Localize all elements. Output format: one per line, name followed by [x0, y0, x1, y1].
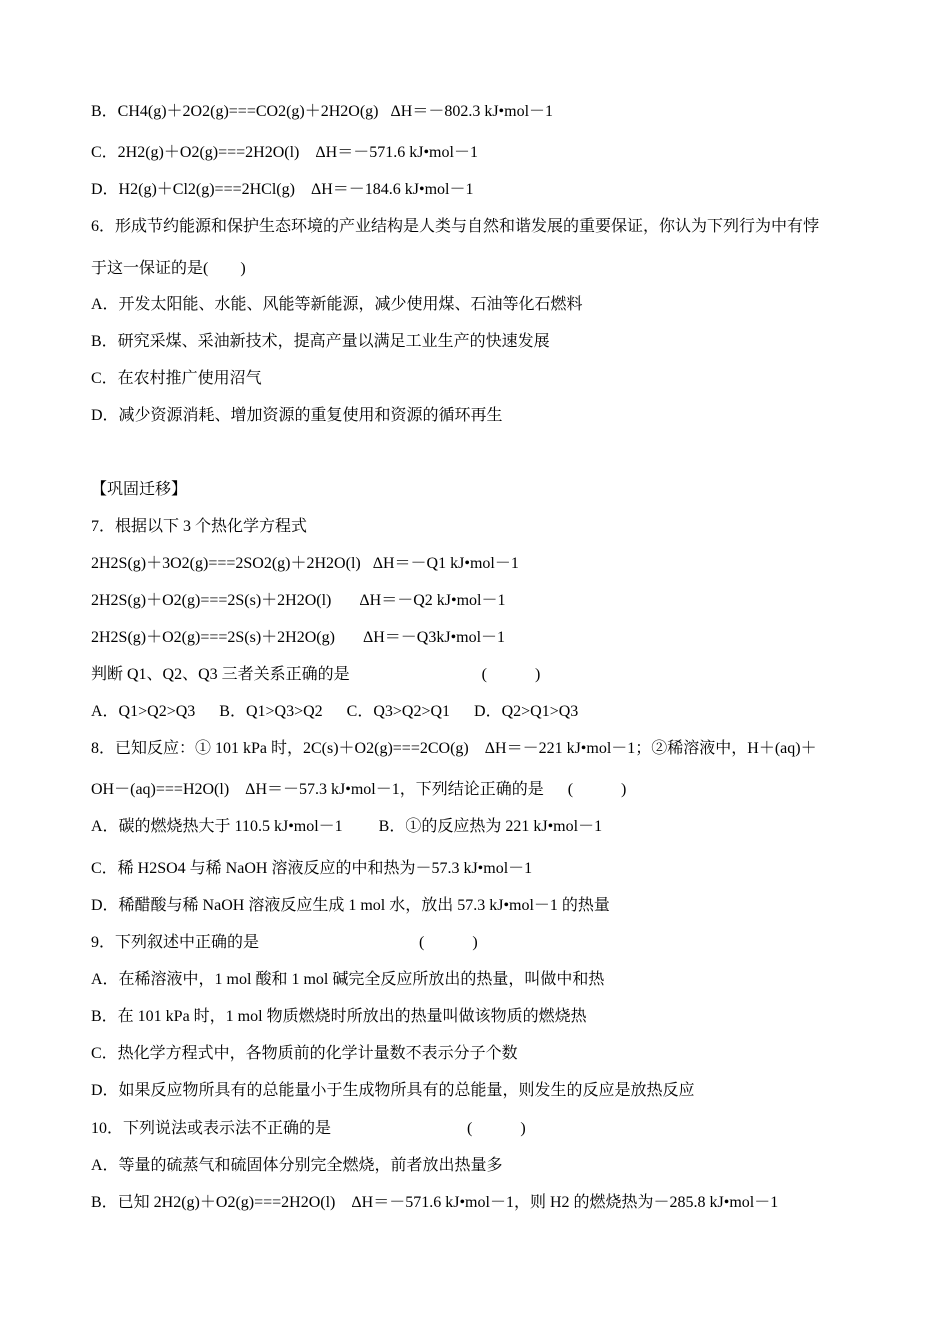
options-8ab: A．碳的燃烧热大于 110.5 kJ•mol－1 B．①的反应热为 221 kJ•mol－1 [91, 818, 603, 835]
question-9-stem: 9．下列叙述中正确的是 ( ) [91, 934, 478, 951]
question-10-stem: 10．下列说法或表示法不正确的是 ( ) [91, 1120, 526, 1137]
question-7-prompt: 判断 Q1、Q2、Q3 三者关系正确的是 ( ) [91, 666, 541, 683]
question-7-options: A．Q1>Q2>Q3 B．Q1>Q3>Q2 C．Q3>Q2>Q1 D．Q2>Q1>Q3 [91, 703, 579, 720]
section-heading: 【巩固迁移】 [91, 481, 188, 498]
option-10a: A．等量的硫蒸气和硫固体分别完全燃烧，前者放出热量多 [91, 1157, 503, 1174]
option-6b: B．研究采煤、采油新技术，提高产量以满足工业生产的快速发展 [91, 333, 550, 350]
equation-2: 2H2S(g)＋O2(g)===2S(s)＋2H2O(l) ΔH＝－Q2 kJ•mol－1 [91, 592, 506, 609]
option-9d: D．如果反应物所具有的总能量小于生成物所具有的总能量，则发生的反应是放热反应 [91, 1082, 695, 1099]
question-8-stem-line-2: OH－(aq)===H2O(l) ΔH＝－57.3 kJ•mol－1，下列结论正确的是 ( ) [91, 781, 627, 798]
option-9c: C．热化学方程式中，各物质前的化学计量数不表示分子个数 [91, 1045, 518, 1062]
question-8-stem-line-1: 8．已知反应：① 101 kPa 时，2C(s)＋O2(g)===2CO(g) ΔH＝－221 kJ•mol－1；②稀溶液中，H＋(aq)＋ [91, 740, 817, 757]
option-9a: A．在稀溶液中，1 mol 酸和 1 mol 碱完全反应所放出的热量，叫做中和热 [91, 971, 605, 988]
option-10b: B．已知 2H2(g)＋O2(g)===2H2O(l) ΔH＝－571.6 kJ•mol－1，则 H2 的燃烧热为－285.8 kJ•mol－1 [91, 1194, 779, 1211]
option-5b: B．CH4(g)＋2O2(g)===CO2(g)＋2H2O(g) ΔH＝－802.3 kJ•mol－1 [91, 103, 554, 120]
option-8c: C．稀 H2SO4 与稀 NaOH 溶液反应的中和热为－57.3 kJ•mol－1 [91, 860, 533, 877]
question-6-stem-line-2: 于这一保证的是( ) [91, 260, 246, 277]
option-5c: C．2H2(g)＋O2(g)===2H2O(l) ΔH＝－571.6 kJ•mol－1 [91, 144, 478, 161]
option-6d: D．减少资源消耗、增加资源的重复使用和资源的循环再生 [91, 407, 503, 424]
equation-3: 2H2S(g)＋O2(g)===2S(s)＋2H2O(g) ΔH＝－Q3kJ•mol－1 [91, 629, 506, 646]
option-9b: B．在 101 kPa 时，1 mol 物质燃烧时所放出的热量叫做该物质的燃烧热 [91, 1008, 587, 1025]
question-7-stem: 7．根据以下 3 个热化学方程式 [91, 518, 308, 535]
question-6-stem-line-1: 6．形成节约能源和保护生态环境的产业结构是人类与自然和谐发展的重要保证，你认为下列行为中有悖 [91, 218, 820, 235]
option-8d: D．稀醋酸与稀 NaOH 溶液反应生成 1 mol 水，放出 57.3 kJ•mol－1 的热量 [91, 897, 610, 914]
equation-1: 2H2S(g)＋3O2(g)===2SO2(g)＋2H2O(l) ΔH＝－Q1 kJ•mol－1 [91, 555, 519, 572]
option-6a: A．开发太阳能、水能、风能等新能源，减少使用煤、石油等化石燃料 [91, 296, 583, 313]
option-6c: C．在农村推广使用沼气 [91, 370, 262, 387]
option-5d: D．H2(g)＋Cl2(g)===2HCl(g) ΔH＝－184.6 kJ•mol－1 [91, 181, 474, 198]
